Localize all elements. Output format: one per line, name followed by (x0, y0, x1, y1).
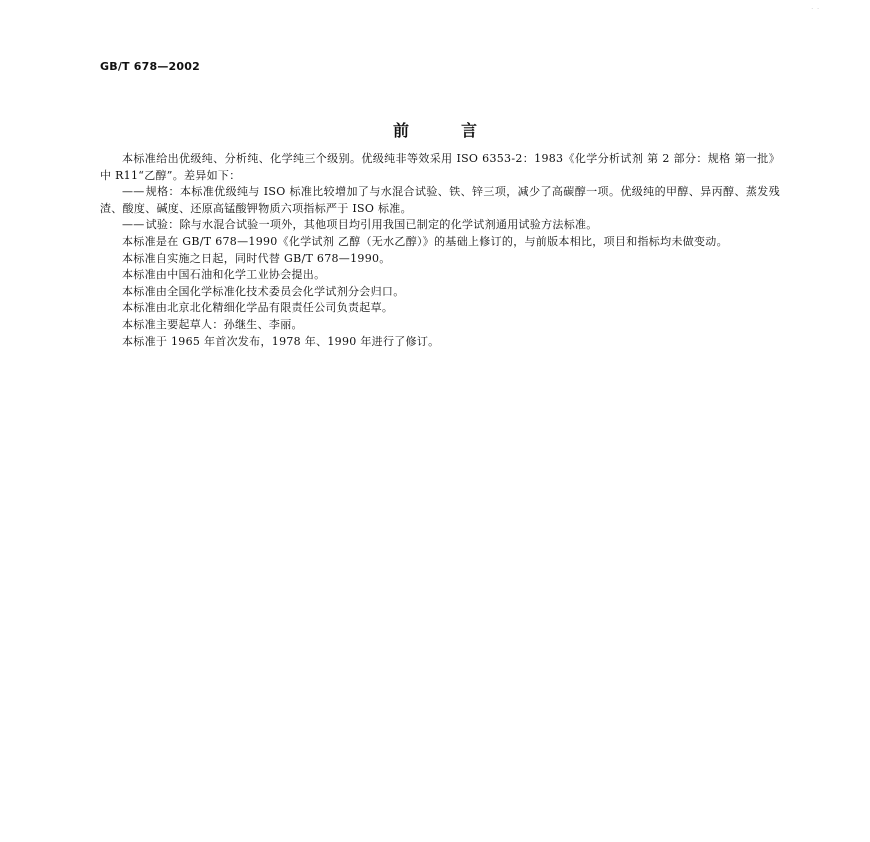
dash-marker: —— (122, 185, 145, 199)
paragraph-text: 本标准由北京北化精细化学品有限责任公司负责起草。 (122, 301, 394, 315)
paragraph-drafters (100, 317, 780, 334)
document-code: GB/T 678—2002 (100, 60, 200, 73)
paragraph-committee (100, 284, 780, 301)
paragraph-text: 本标准给出优级纯、分析纯、化学纯三个级别。优级纯非等效采用 ISO 6353-2：1983《化学分析试剂 第 2 部分：规格 第一批》中 R11“乙醇”。差异如下： (100, 152, 780, 182)
paragraph-text: 本标准由全国化学标准化技术委员会化学试剂分会归口。 (122, 284, 405, 298)
paragraph-text: 本标准主要起草人：孙继生、李丽。 (122, 317, 303, 331)
paragraph-text: 本标准自实施之日起，同时代替 GB/T 678—1990。 (122, 251, 391, 265)
paragraph-drafting-unit (100, 300, 780, 317)
dash-marker: —— (122, 218, 145, 232)
paragraph-spec-difference (100, 184, 780, 217)
paragraph-text: 本标准是在 GB/T 678—1990《化学试剂 乙醇（无水乙醇）》的基础上修订的，与前版本相比，项目和指标均未做变动。 (122, 234, 728, 248)
paragraph-replacement (100, 251, 780, 268)
paragraph-test-difference (100, 217, 780, 234)
paragraph-text: 本标准由中国石油和化学工业协会提出。 (122, 268, 326, 282)
paragraph-text: 本标准于 1965 年首次发布，1978 年、1990 年进行了修订。 (122, 334, 440, 348)
paragraph-text: 试验：除与水混合试验一项外，其他项目均引用我国已制定的化学试剂通用试验方法标准。 (145, 218, 598, 232)
paragraph-history (100, 334, 780, 351)
scan-artifact: · · (811, 6, 820, 13)
section-title: 前言 (392, 121, 529, 140)
paragraph-scope (100, 151, 780, 184)
paragraph-proposer (100, 267, 780, 284)
paragraph-text: 规格：本标准优级纯与 ISO 标准比较增加了与水混合试验、铁、锌三项，减少了高碳醇一项。优级纯的甲醇、异丙醇、蒸发残渣、酸度、碱度、还原高锰酸钾物质六项指标严于 ISO 标准。 (100, 185, 780, 215)
paragraph-revision-basis (100, 234, 780, 251)
foreword-body (100, 151, 780, 350)
